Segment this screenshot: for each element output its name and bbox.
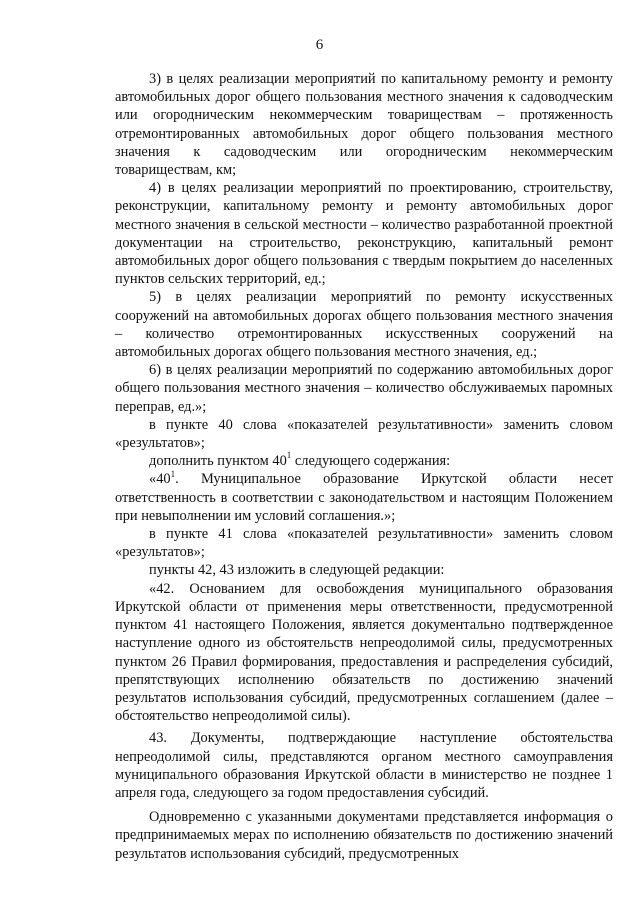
paragraph-clause-40-1 <box>115 470 613 525</box>
paragraph-add-40-1 <box>115 452 613 470</box>
paragraph-amend-40: в пункте 40 слова «показателей результативности» заменить словом «результатов»; <box>115 416 613 452</box>
paragraph-restate-42-43: пункты 42, 43 изложить в следующей редакции: <box>149 562 445 579</box>
paragraph-item-6: 6) в целях реализации мероприятий по содержанию автомобильных дорог общего пользования местного значения – количество обслуживаемых паромных переправ, ед.»; <box>115 362 613 415</box>
paragraph-item-3: 3) в целях реализации мероприятий по капитальному ремонту и ремонту автомобильных дорог общего пользования местного значения к садоводческим или огородническим некоммерческим товариществам – протяженность отремонтированных автомобильных дорог общего пользования местного значения к садоводческим или огородническим некоммерческим товариществам, км; <box>115 71 613 179</box>
paragraph-amend-41: в пункте 41 слова «показателей результативности» заменить словом «результатов»; <box>115 526 613 561</box>
text-run: «40 <box>149 471 171 488</box>
text-run: следующего содержания: <box>291 453 451 470</box>
paragraph-additional-info: Одновременно с указанными документами представляется информация о предпринимаемых мерах по исполнению обязательств по достижению значений результатов использования субсидий, предусмотренных <box>115 809 613 862</box>
page-number: 6 <box>315 37 324 53</box>
paragraph-clause-43: 43. Документы, подтверждающие наступление обстоятельства непреодолимой силы, представляются органом местного самоуправления муниципального образования Иркутской области в министерство не позднее 1 апреля года, следующего за годом предоставления субсидий. <box>115 730 613 801</box>
paragraph-item-5: 5) в целях реализации мероприятий по ремонту искусственных сооружений на автомобильных дорогах общего пользования местного значения – количество отремонтированных искусственных сооружений на автомобильных дорогах общего пользования местного значения, ед.; <box>115 289 613 361</box>
text-run: . Муниципальное образование Иркутской области несет ответственность в соответствии с законодательством и настоящим Положением при невыполнении им условий соглашения.»; <box>115 471 613 524</box>
superscript: 1 <box>170 468 176 479</box>
paragraph-clause-42: «42. Основанием для освобождения муниципального образования Иркутской области от применения меры ответственности, предусмотренной пунктом 41 настоящего Положения, является документально подтвержденное наступление одного из обстоятельств непреодолимой силы, предусмотренных пунктом 26 Правил формирования, предоставления и распределения субсидий, препятствующих исполнению обязательств по достижению значений результатов использования субсидий, предусмотренных соглашением (далее – обстоятельство непреодолимой силы). <box>115 580 613 725</box>
superscript: 1 <box>286 450 292 461</box>
paragraph-item-4: 4) в целях реализации мероприятий по проектированию, строительству, реконструкции, капитальному ремонту и ремонту автомобильных дорог местного значения в сельской местности – количество разработанной проектной документации на строительство, реконструкцию, капитальный ремонт автомобильных дорог общего пользования с твердым покрытием до населенных пунктов сельских территорий, ед.; <box>115 180 613 288</box>
document-body <box>115 70 613 863</box>
text-run: дополнить пунктом 40 <box>149 453 287 470</box>
